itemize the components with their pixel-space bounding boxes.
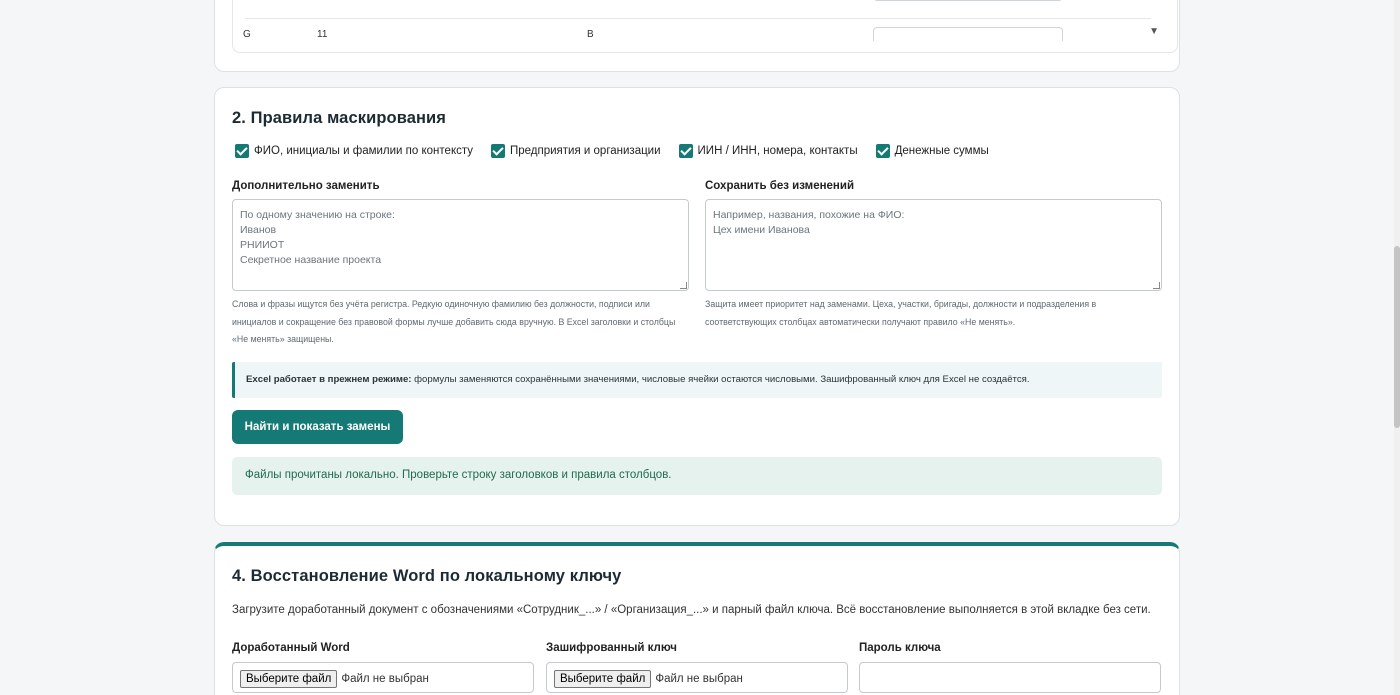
checkbox-names[interactable] bbox=[235, 144, 473, 158]
password-label: Пароль ключа bbox=[859, 642, 941, 654]
scrollbar[interactable] bbox=[1394, 0, 1400, 695]
section-title: 4. Восстановление Word по локальному ключу bbox=[232, 567, 622, 585]
keep-help: Защита имеет приоритет над заменами. Цеха, участки, бригады, должности и подразделения в соответствующих столбцах автоматически получают правило «Не менять». bbox=[705, 299, 1097, 327]
resize-grip-icon[interactable] bbox=[1153, 282, 1160, 289]
checkbox-label: ИИН / ИНН, номера, контакты bbox=[697, 145, 858, 157]
table-row-divider bbox=[245, 18, 1151, 19]
columns-card bbox=[214, 0, 1180, 72]
password-input[interactable] bbox=[859, 662, 1161, 693]
find-replacements-button[interactable]: Найти и показать замены bbox=[232, 410, 403, 444]
word-file-label: Доработанный Word bbox=[232, 642, 350, 654]
checkbox-label: Денежные суммы bbox=[894, 145, 989, 157]
file-status: Файл не выбран bbox=[655, 673, 743, 685]
checkbox-checked-icon[interactable] bbox=[876, 144, 890, 158]
rule-select[interactable] bbox=[873, 27, 1063, 41]
restore-description: Загрузите доработанный документ с обозначениями «Сотрудник_...» / «Организация_...» и парный файл ключа. Всё восстановление выполняется в этой вкладке без сети. bbox=[232, 604, 1151, 616]
file-status: Файл не выбран bbox=[341, 673, 429, 685]
table-cell-index: 11 bbox=[317, 29, 328, 40]
checkbox-checked-icon[interactable] bbox=[491, 144, 505, 158]
replace-textarea[interactable] bbox=[232, 199, 689, 291]
chevron-down-icon[interactable]: ▼ bbox=[1149, 26, 1159, 37]
note-text: формулы заменяются сохранёнными значениями, числовые ячейки остаются числовыми. Зашифрованный ключ для Excel не создаётся. bbox=[411, 374, 1030, 385]
rule-select[interactable] bbox=[873, 0, 1063, 1]
word-file-input[interactable] bbox=[232, 662, 534, 693]
excel-mode-note bbox=[232, 362, 1162, 398]
table-cell-letter: B bbox=[587, 29, 594, 40]
checkbox-label: ФИО, инициалы и фамилии по контексту bbox=[254, 145, 473, 157]
checkbox-label: Предприятия и организации bbox=[510, 145, 661, 157]
checkbox-checked-icon[interactable] bbox=[235, 144, 249, 158]
replace-help: Слова и фразы ищутся без учёта регистра. Редкую одиночную фамилию без должности, подписи или инициалов и сокращение без правовой формы лучше добавить сюда вручную. В Excel заголовки и столбцы «Не менять» защищены. bbox=[232, 299, 676, 344]
section-title: 2. Правила маскирования bbox=[232, 109, 447, 127]
replace-label: Дополнительно заменить bbox=[232, 180, 380, 192]
resize-grip-icon[interactable] bbox=[680, 282, 687, 289]
choose-file-button[interactable]: Выберите файл bbox=[554, 670, 651, 688]
checkbox-ids-contacts[interactable] bbox=[679, 144, 858, 158]
scrollbar-thumb[interactable] bbox=[1394, 246, 1400, 428]
checkbox-checked-icon[interactable] bbox=[679, 144, 693, 158]
note-bold: Excel работает в прежнем режиме: bbox=[246, 374, 412, 385]
columns-table bbox=[232, 0, 1178, 53]
choose-file-button[interactable]: Выберите файл bbox=[240, 670, 337, 688]
masking-rules-card bbox=[214, 87, 1180, 526]
checkbox-organizations[interactable] bbox=[491, 144, 661, 158]
keep-label: Сохранить без изменений bbox=[705, 180, 855, 192]
table-cell-column: G bbox=[243, 29, 251, 40]
rule-checkboxes bbox=[235, 143, 1007, 159]
restore-card bbox=[214, 542, 1180, 695]
checkbox-money[interactable] bbox=[876, 144, 989, 158]
key-file-input[interactable] bbox=[546, 662, 848, 693]
status-message: Файлы прочитаны локально. Проверьте строку заголовков и правила столбцов. bbox=[232, 457, 1162, 495]
keep-textarea[interactable] bbox=[705, 199, 1162, 291]
key-file-label: Зашифрованный ключ bbox=[546, 642, 677, 654]
